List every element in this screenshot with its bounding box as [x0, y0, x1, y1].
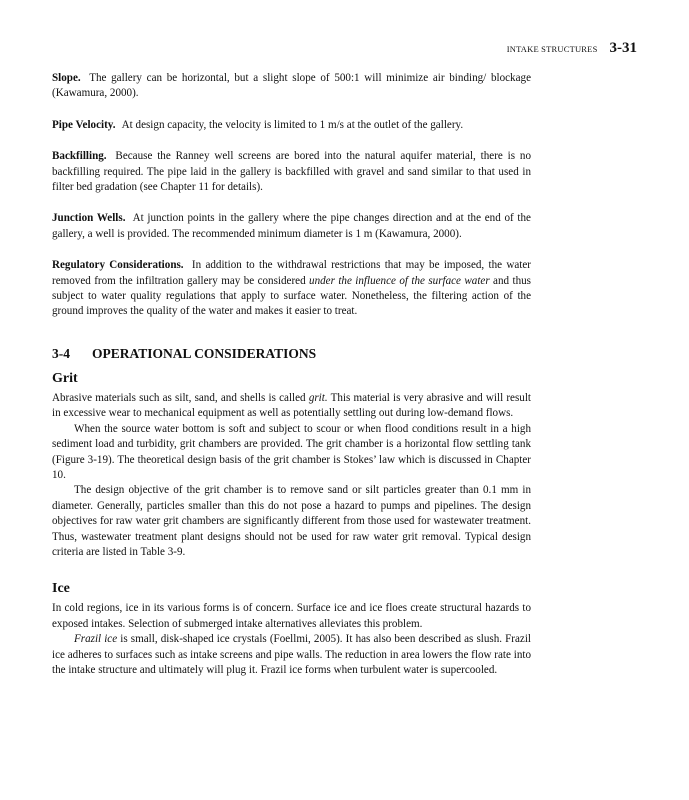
section-number: 3-4 [52, 345, 70, 361]
ice-paragraph-2: Frazil ice is small, disk-shaped ice crystals (Foellmi, 2005). It has also been described as slush. Frazil ice adheres to surfaces such as intake screens and pipe walls. The reduction in area lowers the flow rate into the intake structure and ultimately will plug it. Frazil ice forms when turbulent water is supercooled. [52, 633, 532, 676]
run-in-heading: Regulatory Considerations. [52, 259, 184, 272]
emphasized-term: Frazil ice [74, 633, 118, 646]
page-body [52, 71, 531, 678]
regulatory-paragraph [52, 258, 531, 320]
paragraph-text: The gallery can be horizontal, but a slight slope of 500:1 will minimize air binding/ blockage (Kawamura, 2000). [52, 72, 531, 100]
section-title: OPERATIONAL CONSIDERATIONS [92, 345, 317, 361]
slope-paragraph [52, 71, 531, 102]
section-heading [52, 346, 531, 362]
running-head: INTAKE STRUCTURES [506, 44, 598, 54]
pipe-velocity-paragraph [52, 118, 531, 133]
run-in-heading: Backfilling. [52, 150, 107, 163]
emphasized-term: grit. [308, 391, 328, 404]
grit-heading: Grit [52, 370, 78, 386]
paragraph-text: At design capacity, the velocity is limited to 1 m/s at the outlet of the gallery. [121, 118, 464, 131]
page-header [507, 40, 637, 57]
run-in-heading: Junction Wells. [52, 212, 126, 225]
ice-heading: Ice [52, 581, 70, 597]
paragraph-text: In addition to the withdrawal restrictions that may be imposed, the water removed from the infiltration gallery may be considered [52, 259, 531, 287]
paragraph-text: Because the Ranney well screens are bored into the natural aquifer material, there is no backfilling required. The pipe laid in the gallery is backfilled with gravel and sand similar to that used in filter bed gradation (see Chapter 11 for details). [52, 150, 531, 194]
grit-paragraph-3: The design objective of the grit chamber is to remove sand or silt particles greater than 0.1 mm in diameter. Generally, particles smaller than this do not pose a hazard to pumps and pipelines. The design objectives for raw water grit chambers are significantly different from those used for wastewater treatment. Thus, wastewater treatment plant designs should not be used for raw water grit removal. Typical design criteria are listed in Table 3-9. [52, 484, 531, 558]
paragraph-text: At junction points in the gallery where the pipe changes direction and at the end of the gallery, a well is provided. The recommended minimum diameter is 1 m (Kawamura, 2000). [52, 212, 531, 240]
backfilling-paragraph [52, 149, 531, 195]
emphasized-text: under the influence of the surface water [309, 274, 490, 287]
grit-paragraph-1: Abrasive materials such as silt, sand, and shells is called grit. This material is very abrasive and will result in excessive wear to mechanical equipment as well as potentially settling out during low-demand flows. [52, 391, 532, 420]
junction-wells-paragraph [52, 211, 531, 242]
ice-paragraph-1: In cold regions, ice in its various forms is of concern. Surface ice and ice floes create structural hazards to exposed intakes. Selection of submerged intake alternatives alleviates this problem. [52, 602, 531, 630]
page-number: 3-31 [609, 40, 637, 56]
run-in-heading: Slope. [52, 72, 81, 84]
paragraph-text: and thus subject to water quality regulations that apply to surface water. Nonetheless, the filtering action of the ground improves the quality of the water and makes it easier to treat. [52, 274, 531, 318]
grit-paragraph-2: When the source water bottom is soft and subject to scour or when flood conditions result in a high sediment load and turbidity, grit chambers are provided. The grit chamber is a horizontal flow settling tank (Figure 3-19). The theoretical design basis of the grit chamber is Stokes’ law which is discussed in Chapter 10. [52, 422, 531, 481]
run-in-heading: Pipe Velocity. [52, 118, 116, 131]
